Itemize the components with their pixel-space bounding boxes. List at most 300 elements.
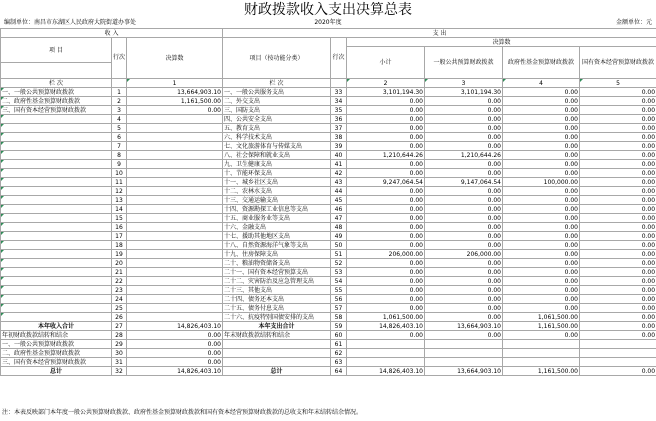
state-capital-cell: 0.00 — [580, 97, 656, 106]
state-capital-cell: 0.00 — [580, 277, 656, 286]
expense-item-cell: 本年支出合计 — [223, 322, 331, 331]
income-item-cell: 三、国有资本经营预算财政拨款 — [1, 358, 112, 367]
state-capital-cell: 0.00 — [580, 322, 656, 331]
table-row — [1, 322, 656, 331]
gov-fund-cell: 0.00 — [503, 133, 580, 142]
income-amount-cell — [127, 196, 223, 205]
income-amount-cell — [127, 223, 223, 232]
income-item-cell — [1, 187, 112, 196]
general-budget-cell: 0.00 — [425, 313, 503, 322]
subtotal-header: 小计 — [347, 47, 425, 79]
income-amount-cell — [127, 160, 223, 169]
income-item-cell — [1, 142, 112, 151]
expense-item-cell: 十八、自然资源海洋气象等支出 — [223, 241, 331, 250]
general-budget-cell: 13,664,903.10 — [425, 322, 503, 331]
general-budget-cell: 0.00 — [425, 268, 503, 277]
expense-item-cell: 十六、金融支出 — [223, 223, 331, 232]
expense-item-cell: 二十二、灾害防治及应急管理支出 — [223, 277, 331, 286]
col-index-5: 5 — [580, 79, 656, 88]
expense-item-cell: 十、节能环保支出 — [223, 169, 331, 178]
subtotal-cell: 0.00 — [347, 268, 425, 277]
gov-fund-cell: 0.00 — [503, 160, 580, 169]
general-budget-cell: 13,664,903.10 — [425, 367, 503, 376]
expense-line-no-cell: 42 — [331, 169, 347, 178]
state-capital-cell: 0.00 — [580, 331, 656, 340]
income-line-no-cell: 17 — [112, 232, 127, 241]
subtotal-cell: 3,101,194.30 — [347, 88, 425, 97]
gov-fund-cell: 0.00 — [503, 304, 580, 313]
subtotal-cell: 0.00 — [347, 259, 425, 268]
table-row — [1, 232, 656, 241]
final-amount-group-header: 决算数 — [347, 38, 656, 47]
gov-fund-cell — [503, 358, 580, 367]
income-amount-cell — [127, 277, 223, 286]
table-row — [1, 295, 656, 304]
income-item-cell: 二、政府性基金预算财政拨款 — [1, 97, 112, 106]
state-capital-header: 国有资本经营预算财政拨款 — [580, 47, 656, 79]
state-capital-cell — [580, 340, 656, 349]
state-capital-cell: 0.00 — [580, 106, 656, 115]
gov-fund-cell: 0.00 — [503, 142, 580, 151]
state-capital-cell: 0.00 — [580, 187, 656, 196]
income-item-cell: 三、国有资本经营预算财政拨款 — [1, 106, 112, 115]
expense-item-cell: 二十六、抗疫特别国债安排的支出 — [223, 313, 331, 322]
subtotal-cell: 0.00 — [347, 304, 425, 313]
col-label-blank-1 — [112, 79, 127, 88]
income-item-cell — [1, 223, 112, 232]
expense-line-no-cell: 43 — [331, 178, 347, 187]
subtotal-cell: 0.00 — [347, 277, 425, 286]
subtotal-cell: 14,826,403.10 — [347, 322, 425, 331]
table-row — [1, 259, 656, 268]
table-row — [1, 115, 656, 124]
expense-line-no-cell: 52 — [331, 259, 347, 268]
subtotal-cell: 0.00 — [347, 124, 425, 133]
gov-fund-cell: 0.00 — [503, 277, 580, 286]
income-amount-cell: 0.00 — [127, 349, 223, 358]
line-no-header-right: 行次 — [331, 38, 347, 79]
state-capital-cell: 0.00 — [580, 214, 656, 223]
state-capital-cell: 0.00 — [580, 124, 656, 133]
general-budget-cell — [425, 358, 503, 367]
general-budget-cell: 9,147,064.54 — [425, 178, 503, 187]
subtotal-cell: 9,247,064.54 — [347, 178, 425, 187]
general-budget-cell: 0.00 — [425, 214, 503, 223]
general-budget-cell — [425, 340, 503, 349]
income-line-no-cell: 31 — [112, 358, 127, 367]
general-budget-cell: 0.00 — [425, 277, 503, 286]
gov-fund-cell: 0.00 — [503, 223, 580, 232]
expense-line-no-cell: 33 — [331, 88, 347, 97]
expense-line-no-cell: 62 — [331, 349, 347, 358]
income-line-no-cell: 32 — [112, 367, 127, 376]
table-row — [1, 160, 656, 169]
col-index-4: 4 — [503, 79, 580, 88]
expense-item-cell: 十七、援助其他地区支出 — [223, 232, 331, 241]
income-amount-cell — [127, 313, 223, 322]
income-amount-cell — [127, 142, 223, 151]
gov-fund-cell: 0.00 — [503, 286, 580, 295]
state-capital-cell: 0.00 — [580, 241, 656, 250]
income-amount-cell — [127, 304, 223, 313]
subtotal-cell: 0.00 — [347, 169, 425, 178]
expense-line-no-cell: 44 — [331, 187, 347, 196]
col-label-right: 栏 次 — [223, 79, 331, 88]
income-amount-cell — [127, 187, 223, 196]
general-budget-cell: 0.00 — [425, 115, 503, 124]
report-title: 财政拨款收入支出决算总表 — [244, 2, 412, 18]
table-row — [1, 304, 656, 313]
table-row — [1, 241, 656, 250]
function-item-header: 项目（按功能分类） — [223, 38, 331, 79]
expense-item-cell: 十一、城乡社区支出 — [223, 178, 331, 187]
table-row — [1, 358, 656, 367]
income-item-cell — [1, 304, 112, 313]
subtotal-cell: 1,210,644.26 — [347, 151, 425, 160]
income-item-cell — [1, 178, 112, 187]
col-index-1: 1 — [127, 79, 223, 88]
gov-fund-header: 政府性基金预算财政拨款 — [503, 47, 580, 79]
gov-fund-cell: 0.00 — [503, 196, 580, 205]
general-budget-cell: 0.00 — [425, 106, 503, 115]
subtotal-cell: 0.00 — [347, 232, 425, 241]
expense-line-no-cell: 59 — [331, 322, 347, 331]
general-budget-header: 一般公共预算财政拨款 — [425, 47, 503, 79]
income-amount-cell — [127, 268, 223, 277]
gov-fund-cell: 0.00 — [503, 88, 580, 97]
expense-line-no-cell: 60 — [331, 331, 347, 340]
subtotal-cell: 0.00 — [347, 187, 425, 196]
income-item-cell — [1, 268, 112, 277]
expense-line-no-cell: 34 — [331, 97, 347, 106]
state-capital-cell: 0.00 — [580, 286, 656, 295]
gov-fund-cell: 0.00 — [503, 214, 580, 223]
income-amount-cell: 1,161,500.00 — [127, 97, 223, 106]
income-line-no-cell: 15 — [112, 214, 127, 223]
table-row — [1, 151, 656, 160]
expense-item-cell: 八、社会保障和就业支出 — [223, 151, 331, 160]
table-row — [1, 142, 656, 151]
general-budget-cell: 0.00 — [425, 259, 503, 268]
income-item-cell: 本年收入合计 — [1, 322, 112, 331]
income-item-cell — [1, 232, 112, 241]
subtotal-cell: 0.00 — [347, 106, 425, 115]
income-item-cell — [1, 160, 112, 169]
gov-fund-cell: 0.00 — [503, 169, 580, 178]
gov-fund-cell — [503, 349, 580, 358]
income-line-no-cell: 16 — [112, 223, 127, 232]
income-line-no-cell: 9 — [112, 160, 127, 169]
income-amount-cell — [127, 178, 223, 187]
gov-fund-cell: 1,061,500.00 — [503, 313, 580, 322]
expense-item-cell: 年末财政拨款结转和结余 — [223, 331, 331, 340]
table-row — [1, 349, 656, 358]
income-line-no-cell: 19 — [112, 250, 127, 259]
income-line-no-cell: 2 — [112, 97, 127, 106]
subtotal-cell: 0.00 — [347, 205, 425, 214]
table-row — [1, 286, 656, 295]
income-amount-cell — [127, 295, 223, 304]
income-amount-cell — [127, 205, 223, 214]
general-budget-cell: 0.00 — [425, 304, 503, 313]
table-row — [1, 124, 656, 133]
income-amount-cell: 0.00 — [127, 331, 223, 340]
state-capital-cell: 0.00 — [580, 196, 656, 205]
expense-line-no-cell: 56 — [331, 295, 347, 304]
income-item-cell — [1, 214, 112, 223]
income-item-cell — [1, 196, 112, 205]
subtotal-cell: 0.00 — [347, 97, 425, 106]
state-capital-cell: 0.00 — [580, 223, 656, 232]
income-item-cell: 一、一般公共预算财政拨款 — [1, 88, 112, 97]
state-capital-cell: 0.00 — [580, 304, 656, 313]
subtotal-cell: 1,061,500.00 — [347, 313, 425, 322]
expense-item-cell: 一、一般公共服务支出 — [223, 88, 331, 97]
state-capital-cell: 0.00 — [580, 295, 656, 304]
income-line-no-cell: 23 — [112, 286, 127, 295]
table-row — [1, 205, 656, 214]
expense-line-no-cell: 63 — [331, 358, 347, 367]
amount-unit-label: 金额单位：元 — [615, 19, 652, 26]
col-label-blank-2 — [331, 79, 347, 88]
table-row — [1, 169, 656, 178]
table-row — [1, 133, 656, 142]
income-line-no-cell: 22 — [112, 277, 127, 286]
income-item-cell: 年初财政拨款结转和结余 — [1, 331, 112, 340]
general-budget-cell: 1,210,644.26 — [425, 151, 503, 160]
income-amount-cell — [127, 133, 223, 142]
gov-fund-cell: 0.00 — [503, 151, 580, 160]
income-item-cell — [1, 205, 112, 214]
expense-line-no-cell: 61 — [331, 340, 347, 349]
state-capital-cell: 0.00 — [580, 259, 656, 268]
gov-fund-cell: 0.00 — [503, 241, 580, 250]
expense-item-cell: 总计 — [223, 367, 331, 376]
income-item-cell — [1, 295, 112, 304]
expense-item-cell: 十四、资源勘探工业信息等支出 — [223, 205, 331, 214]
subtotal-cell — [347, 358, 425, 367]
subtotal-cell: 0.00 — [347, 331, 425, 340]
line-no-header: 行次 — [112, 38, 127, 79]
income-line-no-cell: 14 — [112, 205, 127, 214]
table-row — [1, 97, 656, 106]
income-amount-cell: 14,826,403.10 — [127, 322, 223, 331]
income-item-cell — [1, 169, 112, 178]
table-row — [1, 367, 656, 376]
general-budget-cell: 0.00 — [425, 241, 503, 250]
state-capital-cell: 0.00 — [580, 88, 656, 97]
income-line-no-cell: 10 — [112, 169, 127, 178]
general-budget-cell: 0.00 — [425, 142, 503, 151]
state-capital-cell: 0.00 — [580, 178, 656, 187]
expense-line-no-cell: 53 — [331, 268, 347, 277]
state-capital-cell: 0.00 — [580, 205, 656, 214]
income-item-cell — [1, 124, 112, 133]
expense-line-no-cell: 57 — [331, 304, 347, 313]
expense-line-no-cell: 49 — [331, 232, 347, 241]
income-line-no-cell: 6 — [112, 133, 127, 142]
general-budget-cell: 0.00 — [425, 295, 503, 304]
table-row — [1, 214, 656, 223]
income-item-cell — [1, 241, 112, 250]
income-amount-cell — [127, 169, 223, 178]
gov-fund-cell: 0.00 — [503, 268, 580, 277]
income-line-no-cell: 4 — [112, 115, 127, 124]
gov-fund-cell: 0.00 — [503, 232, 580, 241]
income-line-no-cell: 21 — [112, 268, 127, 277]
general-budget-cell: 0.00 — [425, 187, 503, 196]
table-row — [1, 178, 656, 187]
income-item-cell: 一、一般公共预算财政拨款 — [1, 340, 112, 349]
subtotal-cell: 0.00 — [347, 286, 425, 295]
income-amount-cell — [127, 232, 223, 241]
state-capital-cell: 0.00 — [580, 151, 656, 160]
table-row — [1, 331, 656, 340]
income-line-no-cell: 12 — [112, 187, 127, 196]
col-label-left: 栏 次 — [1, 79, 112, 88]
col-index-2: 2 — [347, 79, 425, 88]
income-item-cell — [1, 286, 112, 295]
expense-item-cell: 二十、粮油物资储备支出 — [223, 259, 331, 268]
income-amount-cell: 0.00 — [127, 106, 223, 115]
income-line-no-cell: 3 — [112, 106, 127, 115]
income-amount-cell — [127, 259, 223, 268]
year-label: 2020年度 — [314, 19, 342, 26]
income-amount-cell: 13,664,903.10 — [127, 88, 223, 97]
gov-fund-cell: 0.00 — [503, 250, 580, 259]
expense-line-no-cell: 36 — [331, 115, 347, 124]
income-line-no-cell: 28 — [112, 331, 127, 340]
expense-line-no-cell: 41 — [331, 160, 347, 169]
subtotal-cell: 0.00 — [347, 133, 425, 142]
gov-fund-cell: 0.00 — [503, 295, 580, 304]
gov-fund-cell: 0.00 — [503, 187, 580, 196]
expense-line-no-cell: 35 — [331, 106, 347, 115]
income-line-no-cell: 7 — [112, 142, 127, 151]
expense-line-no-cell: 45 — [331, 196, 347, 205]
income-item-cell — [1, 133, 112, 142]
subtotal-cell: 0.00 — [347, 214, 425, 223]
state-capital-cell: 0.00 — [580, 133, 656, 142]
income-amount-cell — [127, 214, 223, 223]
income-header: 收 入 — [1, 29, 223, 38]
table-row — [1, 277, 656, 286]
gov-fund-cell: 0.00 — [503, 331, 580, 340]
state-capital-cell: 0.00 — [580, 160, 656, 169]
general-budget-cell: 0.00 — [425, 97, 503, 106]
general-budget-cell: 3,101,194.30 — [425, 88, 503, 97]
subtotal-cell: 0.00 — [347, 115, 425, 124]
general-budget-cell: 0.00 — [425, 223, 503, 232]
income-item-cell — [1, 151, 112, 160]
income-line-no-cell: 8 — [112, 151, 127, 160]
report-table — [0, 28, 656, 376]
subtotal-cell — [347, 340, 425, 349]
expense-line-no-cell: 39 — [331, 142, 347, 151]
expense-item-cell: 二十一、国有资本经营预算支出 — [223, 268, 331, 277]
income-item-cell: 总计 — [1, 367, 112, 376]
state-capital-cell — [580, 358, 656, 367]
income-line-no-cell: 24 — [112, 295, 127, 304]
expense-item-cell: 四、公共安全支出 — [223, 115, 331, 124]
expense-item-cell: 二十五、债务付息支出 — [223, 304, 331, 313]
income-line-no-cell: 1 — [112, 88, 127, 97]
expense-line-no-cell: 54 — [331, 277, 347, 286]
expense-item-cell: 二、外交支出 — [223, 97, 331, 106]
general-budget-cell — [425, 349, 503, 358]
table-row — [1, 223, 656, 232]
income-line-no-cell: 5 — [112, 124, 127, 133]
income-line-no-cell: 11 — [112, 178, 127, 187]
gov-fund-cell: 0.00 — [503, 259, 580, 268]
state-capital-cell: 0.00 — [580, 268, 656, 277]
subtotal-cell: 0.00 — [347, 160, 425, 169]
subtotal-cell — [347, 349, 425, 358]
income-amount-cell — [127, 124, 223, 133]
expense-item-cell: 十五、商业服务业等支出 — [223, 214, 331, 223]
subtotal-cell: 0.00 — [347, 295, 425, 304]
income-line-no-cell: 30 — [112, 349, 127, 358]
subtotal-cell: 0.00 — [347, 223, 425, 232]
gov-fund-cell — [503, 340, 580, 349]
general-budget-cell: 0.00 — [425, 160, 503, 169]
general-budget-cell: 0.00 — [425, 124, 503, 133]
income-amount-cell: 0.00 — [127, 358, 223, 367]
expense-item-cell — [223, 340, 331, 349]
general-budget-cell: 206,000.00 — [425, 250, 503, 259]
expense-item-cell: 十九、住房保障支出 — [223, 250, 331, 259]
subtotal-cell: 0.00 — [347, 196, 425, 205]
expense-line-no-cell: 64 — [331, 367, 347, 376]
subtotal-cell: 0.00 — [347, 241, 425, 250]
general-budget-cell: 0.00 — [425, 286, 503, 295]
expense-line-no-cell: 50 — [331, 241, 347, 250]
unit-label: 编制单位：南昌市东湖区人民政府大院街道办事处 — [4, 19, 137, 26]
state-capital-cell: 0.00 — [580, 169, 656, 178]
income-line-no-cell: 29 — [112, 340, 127, 349]
expense-header: 支 出 — [223, 29, 656, 38]
expense-item-cell: 二十三、其他支出 — [223, 286, 331, 295]
general-budget-cell: 0.00 — [425, 133, 503, 142]
expense-item-cell: 十二、农林水支出 — [223, 187, 331, 196]
state-capital-cell: 0.00 — [580, 250, 656, 259]
income-line-no-cell: 25 — [112, 304, 127, 313]
expense-line-no-cell: 58 — [331, 313, 347, 322]
state-capital-cell — [580, 349, 656, 358]
final-amount-header: 决算数 — [127, 38, 223, 79]
income-item-cell: 二、政府性基金预算财政拨款 — [1, 349, 112, 358]
expense-line-no-cell: 51 — [331, 250, 347, 259]
expense-item-cell: 六、科学技术支出 — [223, 133, 331, 142]
income-line-no-cell: 27 — [112, 322, 127, 331]
income-amount-cell — [127, 286, 223, 295]
income-amount-cell — [127, 115, 223, 124]
income-amount-cell: 14,826,403.10 — [127, 367, 223, 376]
table-row — [1, 88, 656, 97]
table-row — [1, 187, 656, 196]
income-amount-cell — [127, 151, 223, 160]
expense-line-no-cell: 37 — [331, 124, 347, 133]
general-budget-cell: 0.00 — [425, 169, 503, 178]
gov-fund-cell: 1,161,500.00 — [503, 322, 580, 331]
state-capital-cell: 0.00 — [580, 115, 656, 124]
state-capital-cell: 0.00 — [580, 367, 656, 376]
gov-fund-cell: 0.00 — [503, 115, 580, 124]
item-header: 项 目 — [1, 38, 112, 63]
expense-item-cell: 三、国防支出 — [223, 106, 331, 115]
table-row — [1, 340, 656, 349]
col-index-3: 3 — [425, 79, 503, 88]
